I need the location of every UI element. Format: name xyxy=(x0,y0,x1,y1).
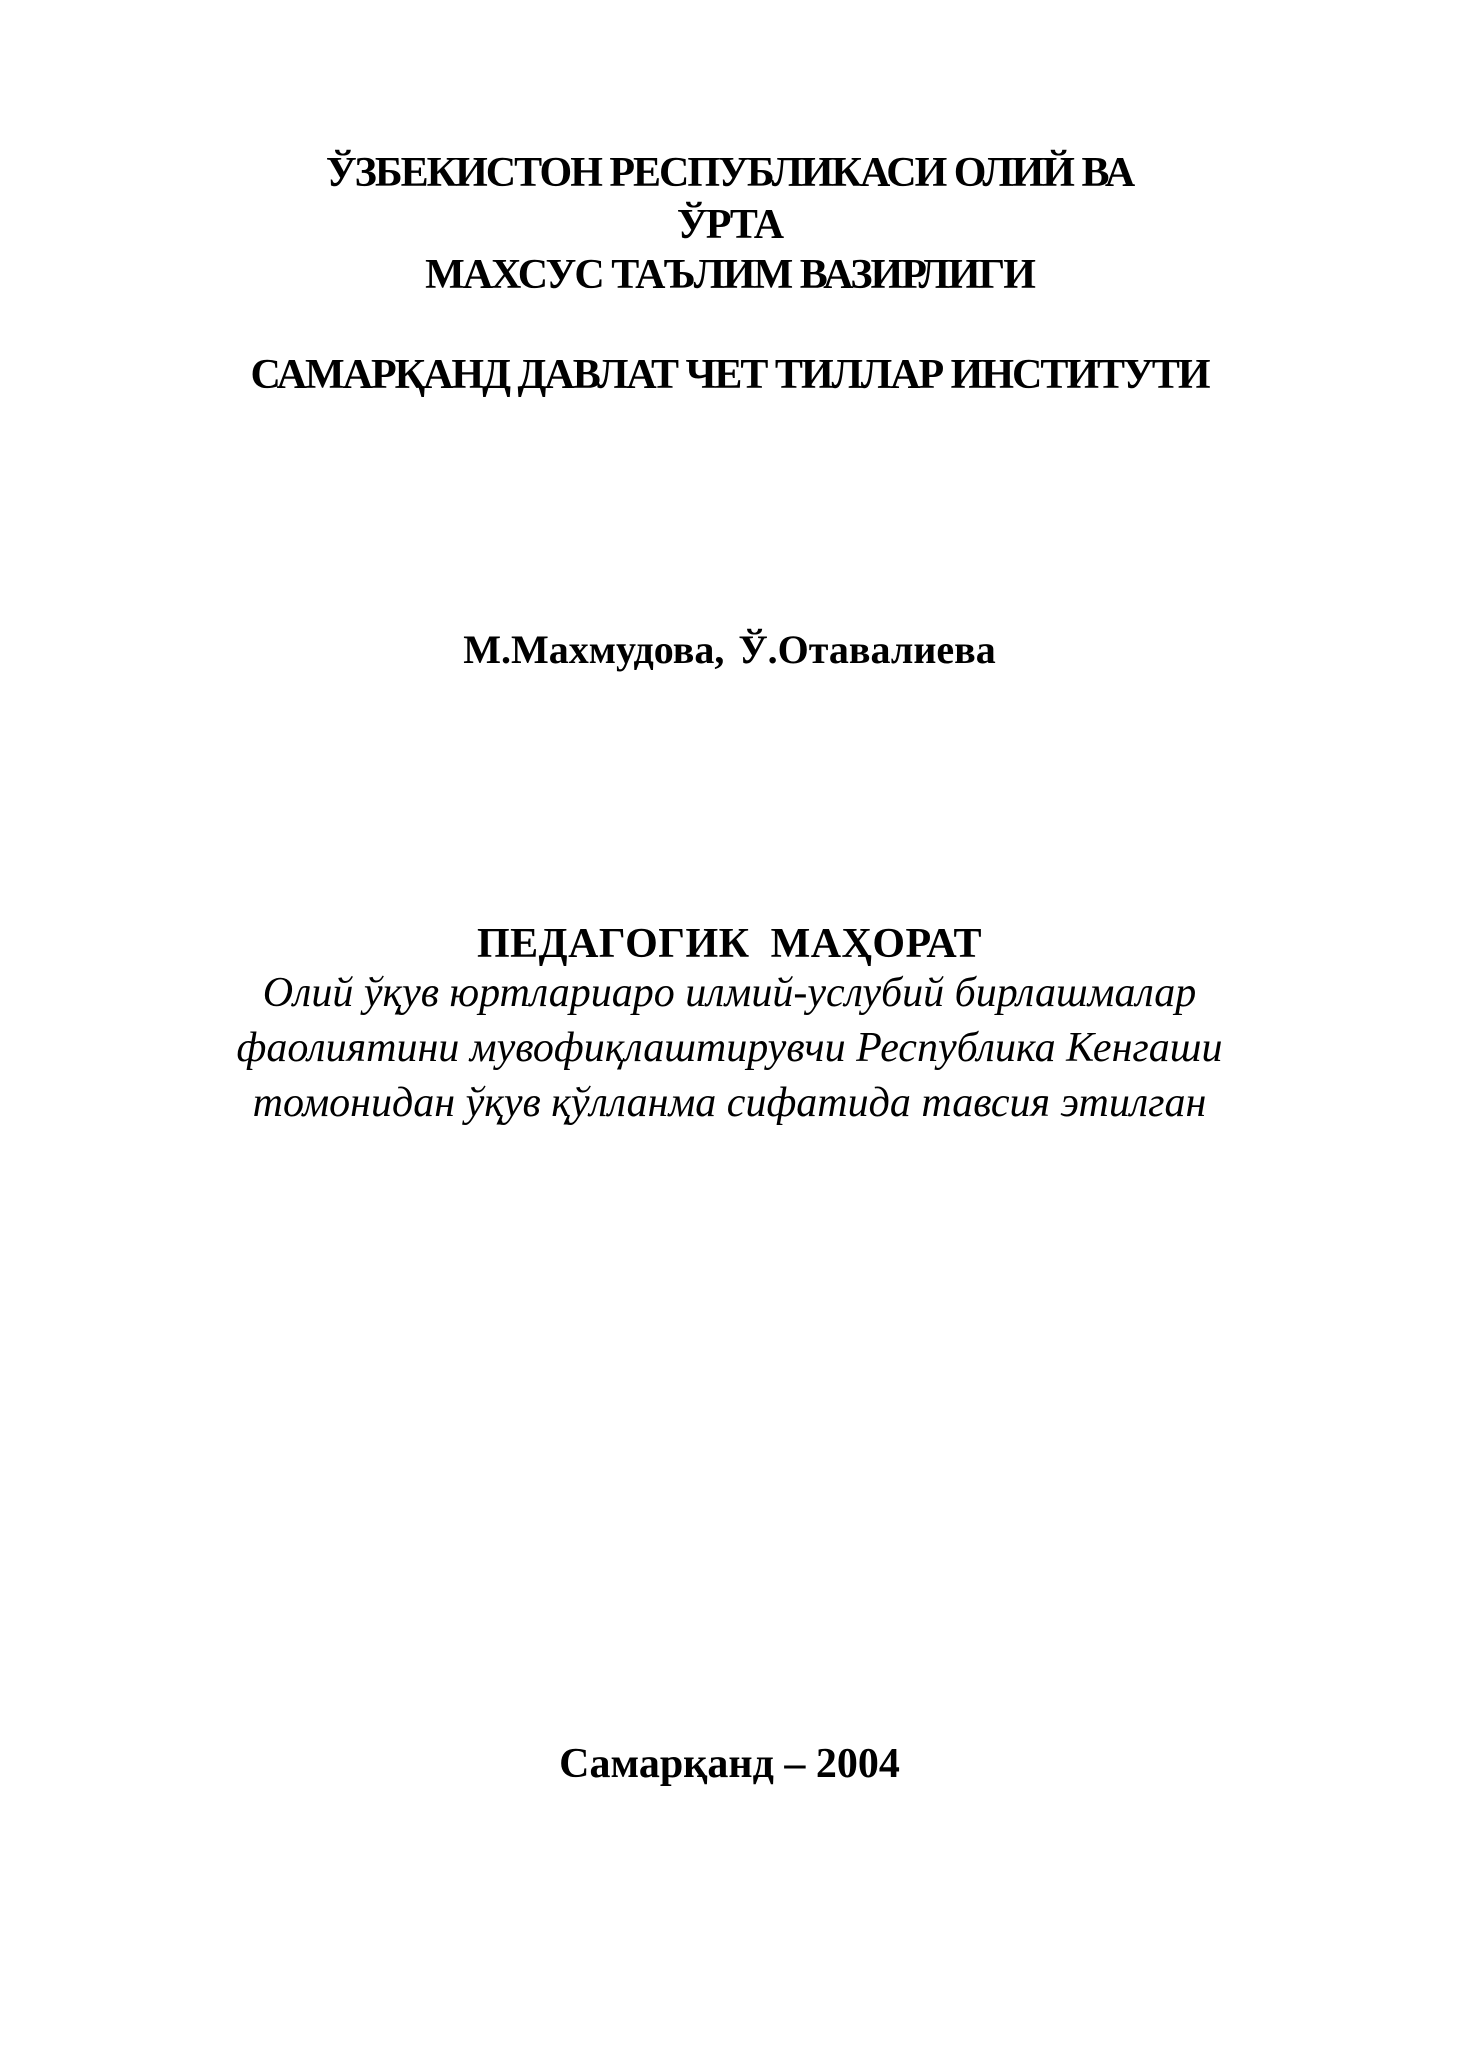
place-and-year: Самарқанд – 2004 xyxy=(559,1741,900,1787)
recommendation-line-2: фаолиятини мувофиқлаштирувчи Республика Кенгаши xyxy=(236,1025,1223,1071)
recommendation-line-1: Олий ўқув юртлариаро илмий-услубий бирлашмалар xyxy=(262,970,1197,1016)
ministry-name-line-3: МАХСУС ТАЪЛИМ ВАЗИРЛИГИ xyxy=(425,252,1034,298)
institute-name: САМАРҚАНД ДАВЛАТ ЧЕТ ТИЛЛАР ИНСТИТУТИ xyxy=(250,352,1209,398)
authors: М.Махмудова, Ў.Отавалиева xyxy=(463,627,996,672)
ministry-name-line-2: ЎРТА xyxy=(676,202,783,248)
book-title: ПЕДАГОГИК МАҲОРАТ xyxy=(476,921,982,967)
recommendation-line-3: томонидан ўқув қўлланма сифатида тавсия этилган xyxy=(252,1080,1207,1126)
ministry-name-line-1: ЎЗБЕКИСТОН РЕСПУБЛИКАСИ ОЛИЙ ВА xyxy=(325,150,1134,196)
